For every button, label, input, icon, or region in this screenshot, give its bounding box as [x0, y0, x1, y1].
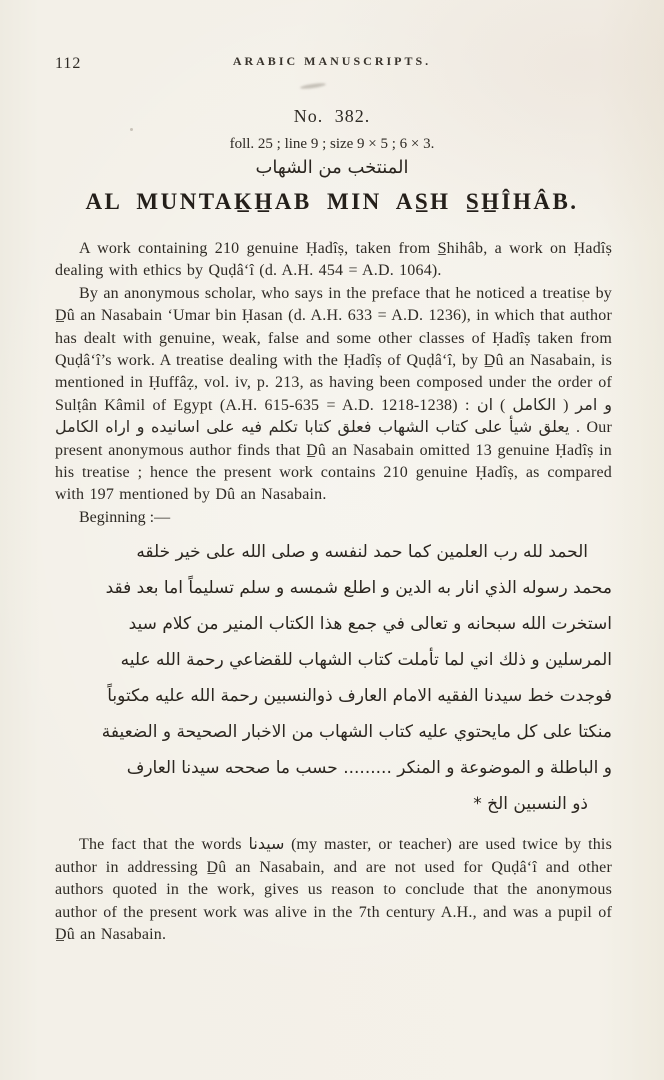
scan-smudge [300, 82, 326, 90]
description-paragraph-1: A work containing 210 genuine Ḥadîṣ, taken from S̲hihâb, a work on Ḥadîṣ dealing with ethics by Quḍâ‘î (d. A.H. 454 = A.D. 1064). [55, 240, 612, 280]
arabic-line: استخرت الله سبحانه و تعالى في جمع هذا الكتاب المنير من كلام سيد [128, 614, 612, 635]
scan-speck [130, 128, 133, 131]
beginning-label: Beginning :— [79, 508, 171, 526]
beginning-arabic-block [55, 534, 612, 822]
running-header: ARABIC MANUSCRIPTS. [232, 54, 432, 68]
note-paragraph: The fact that the words سيدنا (my master, or teacher) are used twice by this author in addressing D̲û an Nasabain, and are not used for Quḍâ‘î and other authors quoted in the work, gives us reason to conclude that the anonymous author of the present work was alive in the 7th century A.H., and was a pupil of D̲û an Nasabain. [55, 836, 613, 943]
arabic-line: المرسلين و ذلك اني لما تأملت كتاب الشهاب للقضاعي رحمة الله عليه [120, 650, 612, 671]
arabic-line: ذو النسبين الخ * [473, 794, 588, 815]
transliterated-title: AL MUNTAK̲H̲AB MIN AS̲H S̲H̲ÎHÂB. [85, 189, 579, 214]
body-column [55, 238, 612, 946]
arabic-title: المنتخب من الشهاب [255, 157, 409, 178]
arabic-line: منكتا على كل مايحتوي عليه كتاب الشهاب من الاخبار الصحيحة و الضعيفة [101, 722, 612, 743]
collation-line: foll. 25 ; line 9 ; size 9 × 5 ; 6 × 3. [229, 136, 435, 152]
description-paragraph-2: By an anonymous scholar, who says in the preface that he noticed a treatise by D̲û an Nasabain ‘Umar bin Ḥasan (d. A.H. 633 = A.D. 1236), in which that author has dealt with genuine, weak, false and some other classes of Ḥadîṣ taken from Quḍâ‘î’s work. A treatise dealing with the Ḥadîṣ of Quḍâ‘î, by D̲û an Nasabain, is mentioned in Ḥuffâẓ, vol. iv, p. 213, as having been composed under the order of Sulṭân Kâmil of Egypt (A.H. 615-635 = A.D. 1218-1238) : و امر ( الكامل ) ان يعلق شيأ على كتاب الشهاب فعلق كتابا تكلم فيه على اسانيده و اراه الكامل . Our present anonymous author finds that D̲û an Nasabain omitted 13 genuine Ḥadîṣ in his treatise ; hence the present work contains 210 genuine Ḥadîṣ, as compared with 197 mentioned by Dû an Nasabain. [55, 284, 613, 504]
arabic-line: الحمد لله رب العلمين كما حمد لنفسه و صلى الله على خير خلقه [136, 542, 588, 563]
arabic-line: محمد رسوله الذي انار به الدين و اطلع شمسه و سلم تسليماً اما بعد فقد [105, 578, 612, 599]
arabic-line: و الباطلة و الموضوعة و المنكر ......... حسب ما صححه سيدنا العارف [126, 758, 612, 779]
arabic-line: فوجدت خط سيدنا الفقيه الامام العارف ذوالنسبين رحمة الله عليه مكتوباً [107, 686, 612, 707]
entry-number: No. 382. [293, 106, 371, 126]
folio-number: 112 [55, 55, 82, 72]
